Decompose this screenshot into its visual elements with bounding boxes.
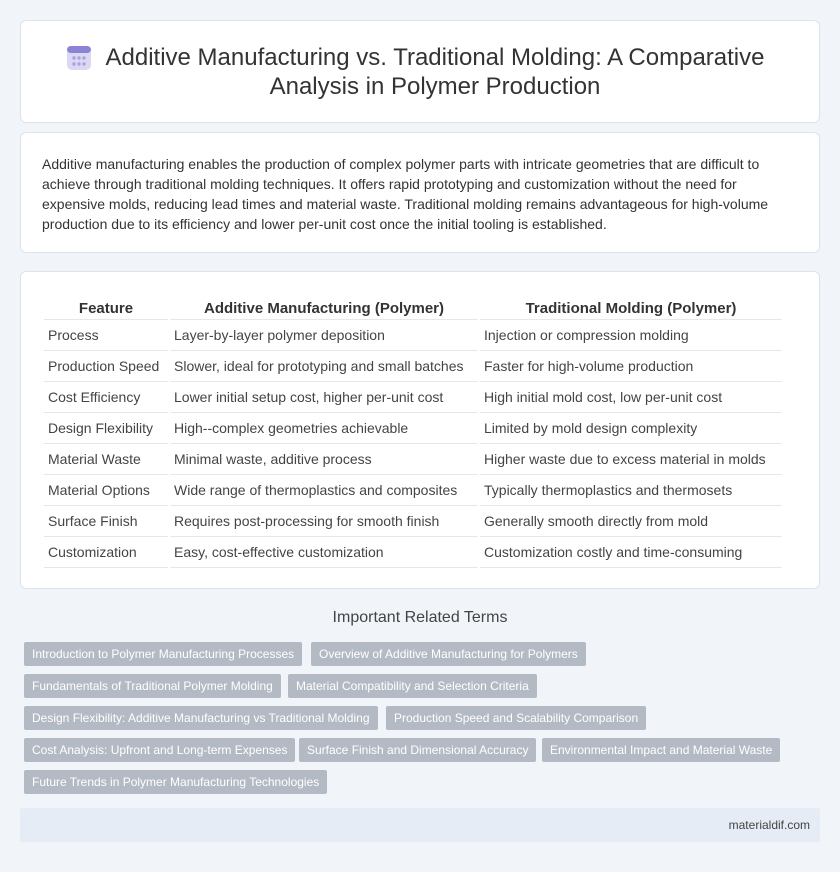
additive-cell: Slower, ideal for prototyping and small batches (170, 351, 478, 382)
column-header-feature: Feature (44, 296, 168, 320)
related-term-chip[interactable]: Surface Finish and Dimensional Accuracy (299, 738, 536, 762)
table-row (44, 413, 782, 444)
molding-cell: Faster for high-volume production (480, 351, 782, 382)
table-row (44, 320, 782, 351)
molding-cell: Injection or compression molding (480, 320, 782, 351)
comparison-table-card (20, 271, 820, 589)
additive-cell: High--complex geometries achievable (170, 413, 478, 444)
additive-cell: Wide range of thermoplastics and composites (170, 475, 478, 506)
related-term-chip[interactable]: Overview of Additive Manufacturing for Polymers (311, 642, 586, 666)
additive-cell: Minimal waste, additive process (170, 444, 478, 475)
page-title: Additive Manufacturing vs. Traditional Molding: A Comparative Analysis in Polymer Production (105, 44, 765, 100)
related-term-chip[interactable]: Environmental Impact and Material Waste (542, 738, 780, 762)
molding-cell: High initial mold cost, low per-unit cost (480, 382, 782, 413)
related-term-chip[interactable]: Design Flexibility: Additive Manufacturing vs Traditional Molding (24, 706, 378, 730)
feature-cell: Cost Efficiency (44, 382, 168, 413)
table-row (44, 506, 782, 537)
related-term-chip[interactable]: Material Compatibility and Selection Criteria (288, 674, 537, 698)
additive-cell: Easy, cost-effective customization (170, 537, 478, 568)
molding-cell: Higher waste due to excess material in molds (480, 444, 782, 475)
table-row (44, 351, 782, 382)
related-term-chip[interactable]: Production Speed and Scalability Comparison (386, 706, 646, 730)
comparison-table (42, 296, 784, 568)
molding-cell: Typically thermoplastics and thermosets (480, 475, 782, 506)
feature-cell: Process (44, 320, 168, 351)
column-header-additive: Additive Manufacturing (Polymer) (170, 296, 478, 320)
related-terms-heading: Important Related Terms (332, 609, 508, 626)
table-row (44, 475, 782, 506)
intro-card (20, 132, 820, 253)
related-term-chip[interactable]: Introduction to Polymer Manufacturing Processes (24, 642, 302, 666)
header-card (20, 20, 820, 123)
additive-cell: Layer-by-layer polymer deposition (170, 320, 478, 351)
column-header-molding: Traditional Molding (Polymer) (480, 296, 782, 320)
feature-cell: Design Flexibility (44, 413, 168, 444)
feature-cell: Material Waste (44, 444, 168, 475)
molding-cell: Generally smooth directly from mold (480, 506, 782, 537)
related-term-chip[interactable]: Cost Analysis: Upfront and Long-term Expenses (24, 738, 295, 762)
molding-cell: Limited by mold design complexity (480, 413, 782, 444)
feature-cell: Customization (44, 537, 168, 568)
table-row (44, 444, 782, 475)
intro-paragraph: Additive manufacturing enables the production of complex polymer parts with intricate geometries that are difficult to achieve through traditional molding techniques. It offers rapid prototyping and customization without the need for expensive molds, reducing lead times and material waste. Traditional molding remains advantageous for high-volume production due to its efficiency and lower per-unit cost once the initial tooling is established. (42, 156, 769, 232)
feature-cell: Surface Finish (44, 506, 168, 537)
feature-cell: Material Options (44, 475, 168, 506)
table-row (44, 537, 782, 568)
related-term-chip[interactable]: Fundamentals of Traditional Polymer Molding (24, 674, 281, 698)
additive-cell: Lower initial setup cost, higher per-unit cost (170, 382, 478, 413)
feature-cell: Production Speed (44, 351, 168, 382)
related-term-chip[interactable]: Future Trends in Polymer Manufacturing Technologies (24, 770, 327, 794)
table-row (44, 382, 782, 413)
table-header-row (44, 296, 782, 320)
additive-cell: Requires post-processing for smooth finish (170, 506, 478, 537)
footer-site-link[interactable]: materialdif.com (728, 818, 810, 832)
footer (20, 808, 820, 842)
molding-cell: Customization costly and time-consuming (480, 537, 782, 568)
